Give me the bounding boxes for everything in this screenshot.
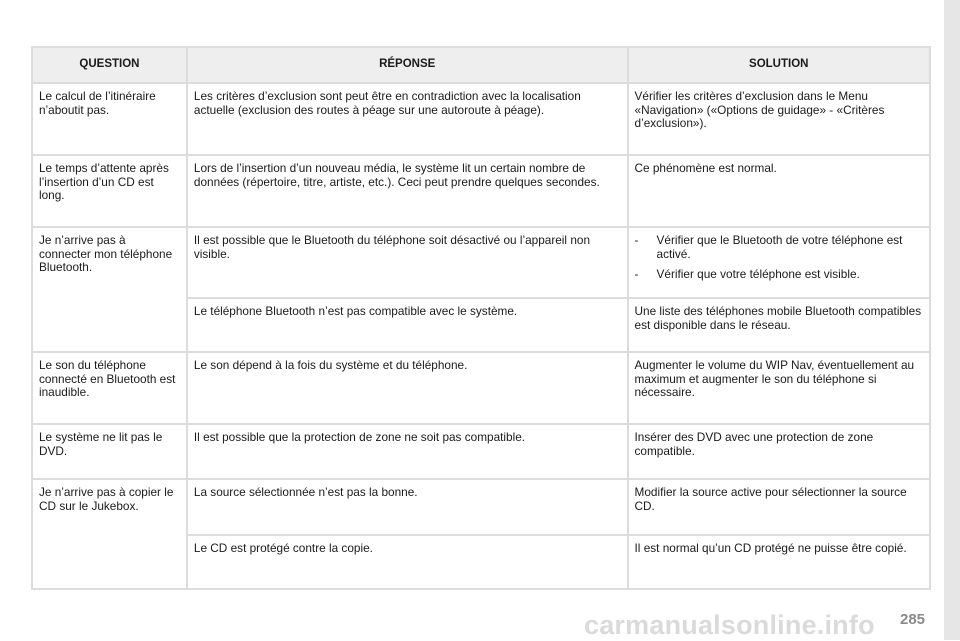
solution-cell: Modifier la source active pour sélectionner la source CD. <box>628 479 930 535</box>
table-row <box>32 155 930 227</box>
answer-cell: Il est possible que le Bluetooth du téléphone soit désactivé ou l’appareil non visible. <box>187 227 628 298</box>
header-question: QUESTION <box>32 47 187 83</box>
solution-cell: Il est normal qu’un CD protégé ne puisse être copié. <box>628 535 930 589</box>
solution-cell <box>628 227 930 298</box>
table-row <box>32 352 930 424</box>
solution-list <box>635 234 923 282</box>
solution-cell: Vérifier les critères d’exclusion dans le Menu «Navigation» («Options de guidage» - «Critères d’exclusion»). <box>628 83 930 155</box>
troubleshooting-table <box>31 46 931 590</box>
question-cell: Je n’arrive pas à connecter mon téléphone Bluetooth. <box>32 227 187 352</box>
header-solution: SOLUTION <box>628 47 930 83</box>
answer-cell: Le son dépend à la fois du système et du téléphone. <box>187 352 628 424</box>
answer-cell: Le téléphone Bluetooth n’est pas compatible avec le système. <box>187 298 628 352</box>
page-number: 285 <box>900 611 926 628</box>
answer-cell: Il est possible que la protection de zone ne soit pas compatible. <box>187 424 628 479</box>
dash-bullet: - <box>634 267 639 281</box>
question-cell: Le temps d’attente après l’insertion d’un CD est long. <box>32 155 187 227</box>
question-cell: Je n’arrive pas à copier le CD sur le Jukebox. <box>32 479 187 589</box>
solution-cell: Augmenter le volume du WIP Nav, éventuellement au maximum et augmenter le son du téléphone si nécessaire. <box>628 352 930 424</box>
solution-cell: Une liste des téléphones mobile Bluetooth compatibles est disponible dans le réseau. <box>628 298 930 352</box>
answer-cell: Le CD est protégé contre la copie. <box>187 535 628 589</box>
solution-list-item: - Vérifier que le Bluetooth de votre téléphone est activé. <box>634 233 903 261</box>
answer-cell: La source sélectionnée n’est pas la bonne. <box>187 479 628 535</box>
table-row <box>32 83 930 155</box>
table-row <box>32 479 930 535</box>
table-row <box>32 424 930 479</box>
dash-bullet: - <box>634 233 639 247</box>
solution-list-item: - Vérifier que votre téléphone est visible. <box>634 267 860 281</box>
solution-cell: Insérer des DVD avec une protection de zone compatible. <box>628 424 930 479</box>
question-cell: Le système ne lit pas le DVD. <box>32 424 187 479</box>
watermark: carmanualsonline.info <box>584 610 875 640</box>
table-header-row <box>32 47 930 83</box>
header-answer: RÉPONSE <box>187 47 628 83</box>
solution-cell: Ce phénomène est normal. <box>628 155 930 227</box>
right-margin-strip <box>944 0 960 640</box>
question-cell: Le son du téléphone connecté en Bluetooth est inaudible. <box>32 352 187 424</box>
question-cell: Le calcul de l’itinéraire n’aboutit pas. <box>32 83 187 155</box>
answer-cell: Lors de l’insertion d’un nouveau média, le système lit un certain nombre de données (répertoire, titre, artiste, etc.). Ceci peut prendre quelques secondes. <box>187 155 628 227</box>
table-row <box>32 227 930 298</box>
answer-cell: Les critères d’exclusion sont peut être en contradiction avec la localisation actuelle (exclusion des routes à péage sur une autoroute à péage). <box>187 83 628 155</box>
